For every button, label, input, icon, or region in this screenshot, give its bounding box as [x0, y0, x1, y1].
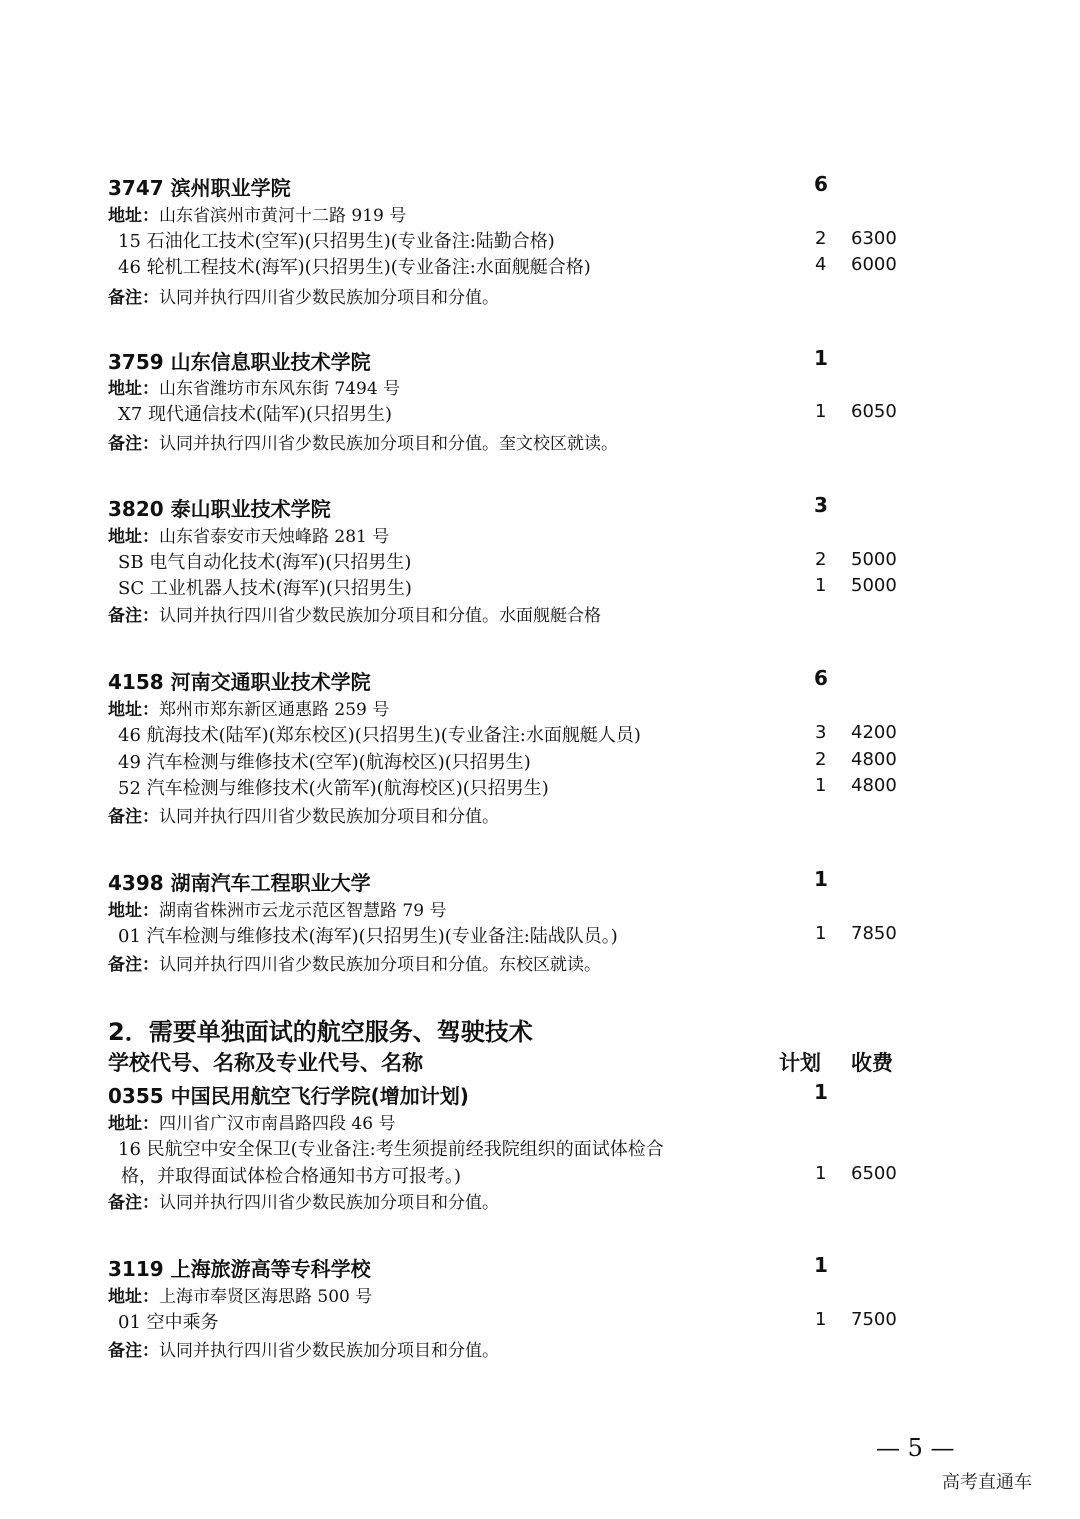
address-value: 山东省潍坊市东风东街 7494 号: [159, 379, 401, 399]
school-note: [108, 950, 601, 975]
school-address: [108, 1109, 395, 1134]
major-plan: 2: [815, 228, 827, 249]
major-row: 16 民航空中安全保卫(专业备注:考生须提前经我院组织的面试体检合: [118, 1139, 664, 1160]
major-plan: 2: [815, 549, 827, 570]
address-value: 山东省滨州市黄河十二路 919 号: [159, 206, 407, 226]
major-fee: 6050: [851, 401, 897, 422]
school-address: [108, 1282, 372, 1307]
school-plan: 1: [814, 1080, 828, 1104]
address-label: 地址：: [108, 1114, 159, 1134]
address-label: 地址：: [108, 901, 159, 921]
watermark-text: 高考直通车: [942, 1472, 1032, 1493]
major-fee: 5000: [851, 575, 897, 596]
major-fee: 7850: [851, 923, 897, 944]
major-row: SB 电气自动化技术(海军)(只招男生): [118, 552, 412, 573]
address-value: 郑州市郑东新区通惠路 259 号: [159, 700, 390, 720]
note-value: 认同并执行四川省少数民族加分项目和分值。: [159, 1341, 499, 1361]
major-fee: 4200: [851, 722, 897, 743]
address-label: 地址：: [108, 206, 159, 226]
school-address: [108, 201, 406, 226]
major-plan: 1: [815, 775, 827, 796]
note-label: 备注：: [108, 288, 159, 308]
school-plan: 6: [814, 666, 828, 690]
school-header: 3820 泰山职业技术学院: [108, 497, 331, 521]
address-label: 地址：: [108, 527, 159, 547]
school-note: [108, 802, 499, 827]
school-address: [108, 896, 446, 921]
major-plan: 1: [815, 401, 827, 422]
column-header-name: 学校代号、名称及专业代号、名称: [108, 1051, 423, 1075]
school-header: 4398 湖南汽车工程职业大学: [108, 871, 371, 895]
major-fee: 6500: [851, 1163, 897, 1184]
major-fee: 5000: [851, 549, 897, 570]
school-plan: 3: [814, 493, 828, 517]
major-plan: 3: [815, 722, 827, 743]
major-plan: 1: [815, 575, 827, 596]
note-value: 认同并执行四川省少数民族加分项目和分值。奎文校区就读。: [159, 434, 618, 454]
school-header: 4158 河南交通职业技术学院: [108, 670, 371, 694]
major-plan: 1: [815, 1163, 827, 1184]
major-plan: 4: [815, 254, 827, 275]
school-note: [108, 429, 618, 454]
major-row: 46 轮机工程技术(海军)(只招男生)(专业备注:水面舰艇合格): [118, 257, 591, 278]
major-row-continuation: 格，并取得面试体检合格通知书方可报考。): [121, 1166, 462, 1187]
school-address: [108, 695, 389, 720]
major-plan: 1: [815, 1309, 827, 1330]
major-fee: 4800: [851, 775, 897, 796]
school-plan: 1: [814, 1253, 828, 1277]
major-fee: 4800: [851, 749, 897, 770]
address-value: 山东省泰安市天烛峰路 281 号: [159, 527, 390, 547]
major-row: 52 汽车检测与维修技术(火箭军)(航海校区)(只招男生): [118, 778, 549, 799]
school-note: [108, 1336, 499, 1361]
school-header: 3759 山东信息职业技术学院: [108, 350, 371, 374]
note-value: 认同并执行四川省少数民族加分项目和分值。水面舰艇合格: [159, 606, 601, 626]
school-note: [108, 1188, 499, 1213]
school-plan: 1: [814, 346, 828, 370]
major-row: 01 汽车检测与维修技术(海军)(只招男生)(专业备注:陆战队员。): [118, 926, 618, 947]
note-label: 备注：: [108, 807, 159, 827]
note-value: 认同并执行四川省少数民族加分项目和分值。: [159, 1193, 499, 1213]
major-plan: 1: [815, 923, 827, 944]
major-fee: 7500: [851, 1309, 897, 1330]
major-row: 15 石油化工技术(空军)(只招男生)(专业备注:陆勤合格): [118, 231, 555, 252]
major-row: X7 现代通信技术(陆军)(只招男生): [118, 404, 393, 425]
address-label: 地址：: [108, 700, 159, 720]
school-note: [108, 601, 601, 626]
school-header: 0355 中国民用航空飞行学院(增加计划): [108, 1084, 469, 1108]
major-fee: 6300: [851, 228, 897, 249]
page-number: — 5 —: [876, 1434, 955, 1462]
address-value: 四川省广汉市南昌路四段 46 号: [159, 1114, 396, 1134]
address-label: 地址：: [108, 1287, 159, 1307]
school-header: 3747 滨州职业学院: [108, 176, 291, 200]
note-label: 备注：: [108, 1193, 159, 1213]
note-value: 认同并执行四川省少数民族加分项目和分值。东校区就读。: [159, 955, 601, 975]
note-label: 备注：: [108, 955, 159, 975]
school-plan: 1: [814, 867, 828, 891]
major-plan: 2: [815, 749, 827, 770]
school-plan: 6: [814, 172, 828, 196]
major-fee: 6000: [851, 254, 897, 275]
address-value: 湖南省株洲市云龙示范区智慧路 79 号: [159, 901, 447, 921]
major-row: 46 航海技术(陆军)(郑东校区)(只招男生)(专业备注:水面舰艇人员): [118, 725, 641, 746]
note-value: 认同并执行四川省少数民族加分项目和分值。: [159, 288, 499, 308]
address-label: 地址：: [108, 379, 159, 399]
column-header-fee: 收费: [851, 1051, 893, 1075]
address-value: 上海市奉贤区海思路 500 号: [159, 1287, 373, 1307]
column-header-plan: 计划: [779, 1051, 821, 1075]
school-note: [108, 283, 499, 308]
major-row: 49 汽车检测与维修技术(空军)(航海校区)(只招男生): [118, 752, 531, 773]
section-title: 2．需要单独面试的航空服务、驾驶技术: [108, 1018, 533, 1046]
note-value: 认同并执行四川省少数民族加分项目和分值。: [159, 807, 499, 827]
note-label: 备注：: [108, 1341, 159, 1361]
note-label: 备注：: [108, 434, 159, 454]
major-row: SC 工业机器人技术(海军)(只招男生): [118, 578, 412, 599]
major-row: 01 空中乘务: [118, 1312, 219, 1333]
note-label: 备注：: [108, 606, 159, 626]
school-address: [108, 374, 400, 399]
school-header: 3119 上海旅游高等专科学校: [108, 1257, 371, 1281]
school-address: [108, 522, 389, 547]
